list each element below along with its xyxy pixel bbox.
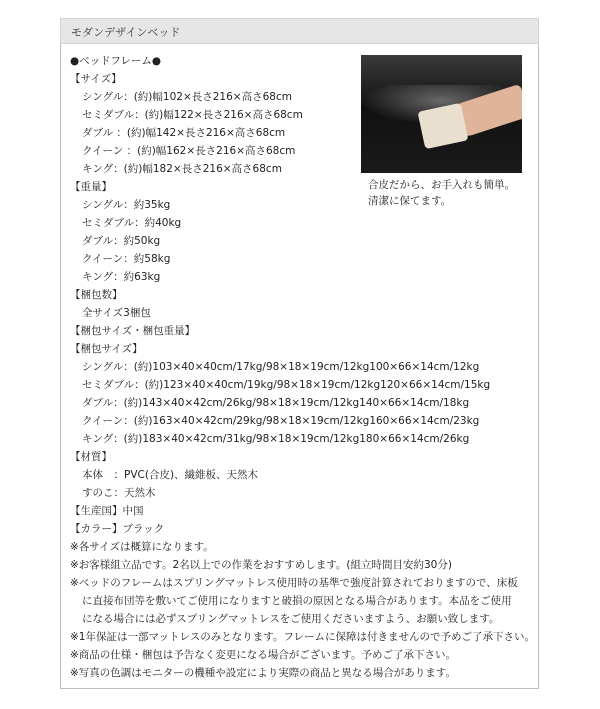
- spec-line: 【カラー】ブラック: [70, 523, 165, 535]
- spec-line: ※商品の仕様・梱包は予告なく変更になる場合がございます。予めご了承下さい。: [70, 649, 456, 661]
- spec-line: ※ベッドのフレームはスプリングマットレス使用時の基準で強度計算されておりますので、床板: [70, 577, 518, 589]
- spec-line: シングル：(約)103×40×40cm/17kg/98×18×19cm/12kg100×66×14cm/12kg: [82, 361, 480, 373]
- section-header: [60, 18, 539, 44]
- spec-line: セミダブル：約40kg: [82, 217, 182, 229]
- spec-line: 本体 ：PVC(合皮)、繊維板、天然木: [82, 469, 259, 481]
- spec-line: 【梱包サイズ】: [70, 343, 143, 355]
- spec-line: クイーン ：(約)幅162×長さ216×高さ68cm: [82, 145, 296, 157]
- spec-line: ダブル ：(約)幅142×長さ216×高さ68cm: [82, 127, 286, 139]
- spec-line: に直接布団等を敷いてご使用になりますと破損の原因となる場合があります。本品をご使用: [82, 595, 512, 607]
- spec-line: セミダブル：(約)幅122×長さ216×高さ68cm: [82, 109, 303, 121]
- photo-caption-line1: 合皮だから、お手入れも簡単。: [368, 179, 515, 191]
- spec-line: クイーン：(約)163×40×42cm/29kg/98×18×19cm/12kg160×66×14cm/23kg: [82, 415, 480, 427]
- spec-line: 全サイズ3梱包: [82, 307, 151, 319]
- cloth-image: [418, 103, 469, 149]
- spec-line: 【重量】: [70, 181, 112, 193]
- spec-line: ダブル：約50kg: [82, 235, 161, 247]
- spec-line: 【材質】: [70, 451, 112, 463]
- spec-line: ※お客様組立品です。2名以上での作業をおすすめします。(組立時間目安約30分): [70, 559, 452, 571]
- photo-caption-line2: 清潔に保てます。: [368, 195, 452, 207]
- spec-line: になる場合には必ずスプリングマットレスをご使用くださいますよう、お願い致します。: [82, 613, 500, 625]
- spec-line: 【生産国】中国: [70, 505, 144, 517]
- spec-line: シングル：(約)幅102×長さ216×高さ68cm: [82, 91, 292, 103]
- spec-line: ●ベッドフレーム●: [70, 55, 162, 67]
- spec-line: ダブル：(約)143×40×42cm/26kg/98×18×19cm/12kg140×66×14cm/18kg: [82, 397, 470, 409]
- spec-line: ※1年保証は一部マットレスのみとなります。フレームに保障は付きませんので予めご了承下さい。: [70, 631, 535, 643]
- spec-line: キング：(約)183×40×42cm/31kg/98×18×19cm/12kg180×66×14cm/26kg: [82, 433, 470, 445]
- spec-line: 【梱包サイズ・梱包重量】: [70, 325, 196, 337]
- spec-line: クイーン：約58kg: [82, 253, 171, 265]
- spec-line: キング：約63kg: [82, 271, 161, 283]
- spec-line: ※各サイズは概算になります。: [70, 541, 214, 553]
- spec-line: シングル：約35kg: [82, 199, 171, 211]
- product-photo: [361, 55, 522, 173]
- spec-line: キング：(約)幅182×長さ216×高さ68cm: [82, 163, 282, 175]
- spec-line: セミダブル：(約)123×40×40cm/19kg/98×18×19cm/12kg120×66×14cm/15kg: [82, 379, 491, 391]
- section-title: モダンデザインベッド: [71, 26, 181, 39]
- spec-line: 【梱包数】: [70, 289, 123, 301]
- spec-line: 【サイズ】: [70, 73, 122, 85]
- spec-line: すのこ：天然木: [82, 487, 156, 499]
- spec-line: ※写真の色調はモニターの機種や設定により実際の商品と異なる場合があります。: [70, 667, 456, 679]
